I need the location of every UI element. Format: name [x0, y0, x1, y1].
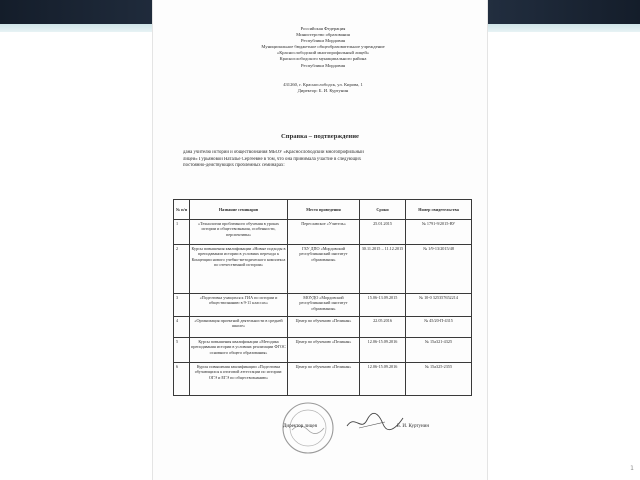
table-row [174, 317, 472, 338]
document-body [183, 150, 465, 170]
table-cell: Курсы повышения квалификации «Новые подходы в преподавании истории в условиях перехода к Концепции нового учебно-методического комплекса по отечественной истории» [190, 245, 288, 294]
table-cell: 2 [174, 245, 190, 294]
table-cell: № 15a321-4325 [406, 338, 472, 363]
header-line: Российская Федерация [300, 26, 346, 31]
signature-name: Б. И. Куртунин [397, 424, 430, 429]
table-cell: Переславское «Учитель» [288, 220, 360, 245]
header-line: Республики Мордовия [300, 62, 346, 68]
table-cell: № 45/20-П-4315 [406, 317, 472, 338]
table-cell: 25.01.2015 [360, 220, 406, 245]
body-line: лицей» Гурьяновой Наталье Сергеевне в том, что она принимала участие в следующих [183, 156, 362, 162]
column-header: № п/п [174, 200, 190, 220]
table-cell: № 10-0 325357652214 [406, 294, 472, 317]
table-row [174, 294, 472, 317]
table-cell: Центр по обучению «Пеликан» [288, 338, 360, 363]
document-address [223, 82, 423, 94]
slide-accent-strip-right [486, 24, 640, 32]
table-cell: МОУДО «Мордовский республиканский институт образования» [288, 294, 360, 317]
table-cell: 6 [174, 363, 190, 396]
table-cell: 30.11.2015 – 11.12.2015 [360, 245, 406, 294]
table-row [174, 363, 472, 396]
table-cell: № 1791-9/2015-ВУ [406, 220, 472, 245]
table-cell: № 15a325-2355 [406, 363, 472, 396]
handwritten-signature-icon [345, 410, 405, 434]
column-header: Сроки [360, 200, 406, 220]
header-line: Краснослободского муниципального района [279, 56, 367, 62]
table-row [174, 338, 472, 363]
column-header: Место проведения [288, 200, 360, 220]
table-cell: «Технологии проблемного обучения в уроках истории и обществознания, особенности, перспективы» [190, 220, 288, 245]
document-header [223, 26, 423, 69]
table-cell: «Подготовка учащихся к ГИА по истории и обществознанию в 9-11 классах» [190, 294, 288, 317]
table-cell: 3 [174, 294, 190, 317]
header-line: Муниципальное бюджетное общеобразовательное учреждение [261, 44, 385, 50]
table-row [174, 245, 472, 294]
table-cell: 12.06-15.09.2016 [360, 338, 406, 363]
table-cell: 4 [174, 317, 190, 338]
signature-label: Директор лицея [283, 424, 317, 429]
body-line: дана учителю истории и обществознания МБОУ «Краснослободский многопрофильный [183, 150, 364, 155]
table-cell: ГБУ ДПО «Мордовский республиканский институт образования» [288, 245, 360, 294]
document-title: Справка – подтверждение [281, 133, 359, 140]
table-cell: Курсы повышения квалификации «Подготовка обучающихся к итоговой аттестации по истории: ОГЭ и ЕГЭ по обществознанию» [190, 363, 288, 396]
column-header: Название семинаров [190, 200, 288, 220]
address-line: 431260, г. Краснослободск, ул. Кирова, 1 [283, 82, 363, 87]
table-row [174, 220, 472, 245]
table-cell: 22.05.2016 [360, 317, 406, 338]
seminars-table [173, 199, 472, 396]
table-cell: «Организация проектной деятельности в средней школе» [190, 317, 288, 338]
table-cell: Курсы повышения квалификации «Методика преподавания истории в условиях реализации ФГОС основного общего образования» [190, 338, 288, 363]
header-line: Республики Мордовия [300, 38, 346, 44]
slide-corner-mark: 1 [630, 465, 634, 472]
table-cell: Центр по обучению «Пеликан» [288, 363, 360, 396]
table-cell: 12.06-15.09.2016 [360, 363, 406, 396]
table-header-row [174, 200, 472, 220]
header-line: Министерство образования [296, 32, 350, 38]
table-cell: Центр по обучению «Пеликан» [288, 317, 360, 338]
column-header: Номер свидетельства [406, 200, 472, 220]
table-cell: № 1/9-13/2015/48 [406, 245, 472, 294]
slide-accent-strip-left [0, 24, 152, 32]
table-cell: 5 [174, 338, 190, 363]
table-cell: 1 [174, 220, 190, 245]
header-line: «Краснослободский многопрофильный лицей» [276, 50, 370, 56]
scanned-document [152, 0, 488, 480]
address-line: Директор: Б. И. Куртунин [297, 88, 349, 94]
body-line: постоянно-действующих проблемных семинарах: [183, 163, 285, 169]
table-cell: 15.06-13.09.2015 [360, 294, 406, 317]
